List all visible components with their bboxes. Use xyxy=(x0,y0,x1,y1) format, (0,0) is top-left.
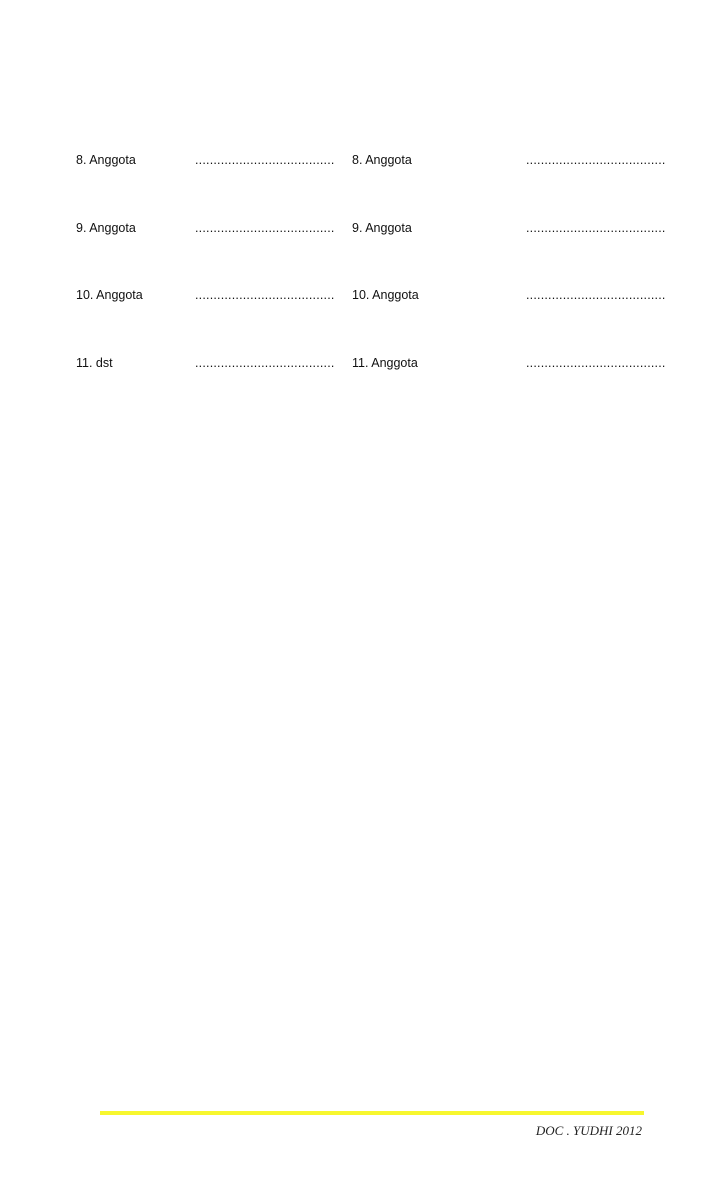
right-member-label: 9. Anggota xyxy=(352,221,412,235)
right-member-label: 8. Anggota xyxy=(352,153,412,167)
left-member-label: 9. Anggota xyxy=(76,221,136,235)
signature-row xyxy=(0,353,728,373)
left-signature-line: ...................................... xyxy=(195,153,335,167)
right-signature-line: ...................................... xyxy=(526,288,666,302)
footer-doc-label: DOC . YUDHI 2012 xyxy=(535,1123,642,1138)
signature-row xyxy=(0,285,728,305)
footer-divider xyxy=(100,1111,644,1115)
right-signature-line: ...................................... xyxy=(526,356,666,370)
left-member-label: 8. Anggota xyxy=(76,153,136,167)
signature-row xyxy=(0,150,728,170)
left-signature-line: ...................................... xyxy=(195,288,335,302)
right-member-label: 11. Anggota xyxy=(352,356,418,370)
left-signature-line: ...................................... xyxy=(195,221,335,235)
right-signature-line: ...................................... xyxy=(526,221,666,235)
left-signature-line: ...................................... xyxy=(195,356,335,370)
left-member-label: 10. Anggota xyxy=(76,288,143,302)
right-signature-line: ...................................... xyxy=(526,153,666,167)
right-member-label: 10. Anggota xyxy=(352,288,419,302)
signature-row xyxy=(0,218,728,238)
left-member-label: 11. dst xyxy=(76,356,113,370)
